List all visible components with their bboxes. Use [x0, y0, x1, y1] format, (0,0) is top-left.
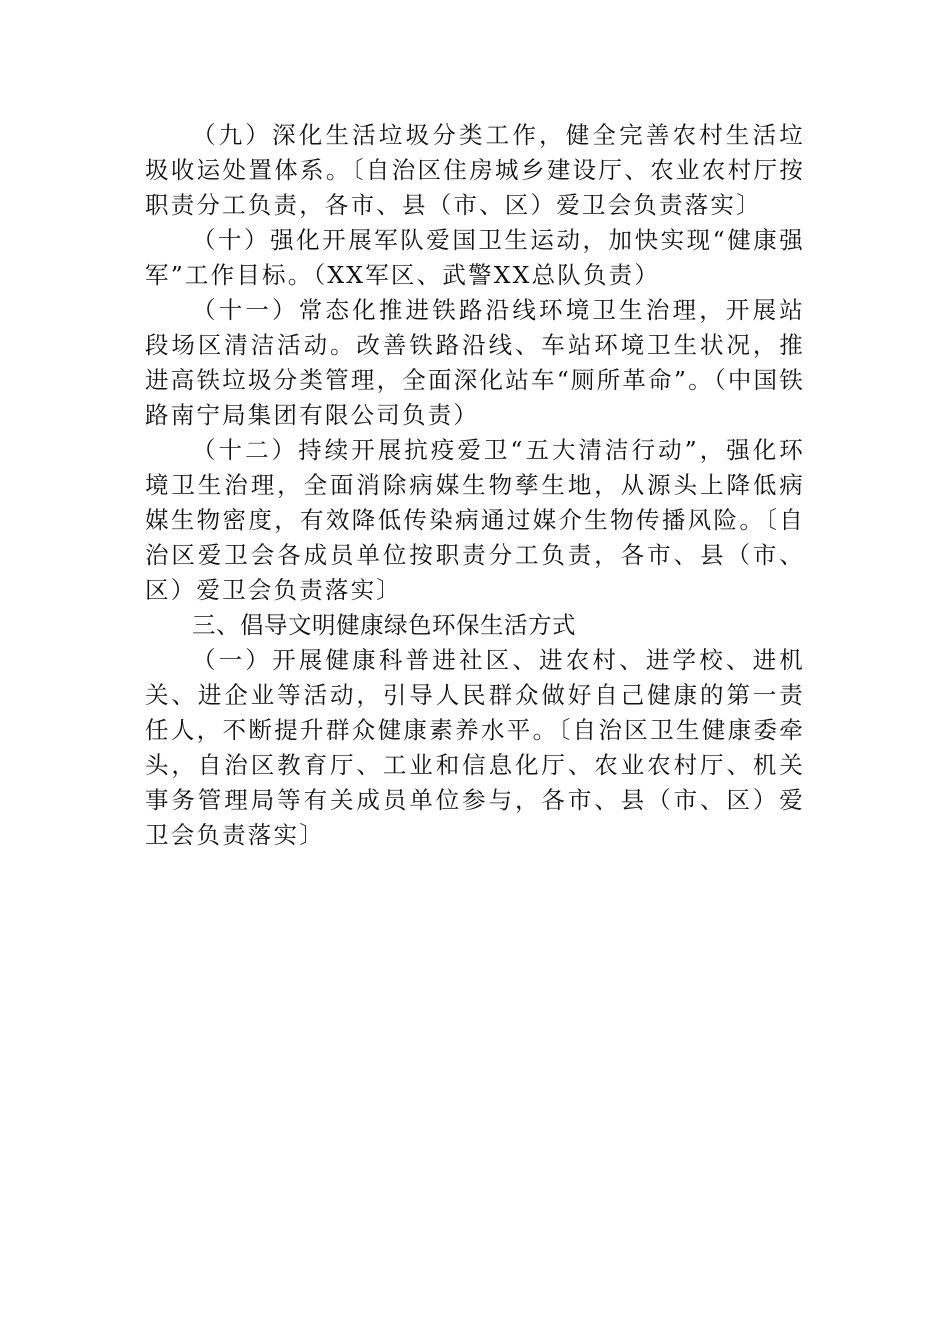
document-page — [145, 118, 805, 853]
section-heading: 三、倡导文明健康绿色环保生活方式 — [192, 611, 576, 639]
section-paragraph-1: （一）开展健康科普进社区、进农村、进学校、进机关、进企业等活动，引导人民群众做好自己健康的第一责任人，不断提升群众健康素养水平。〔自治区卫生健康委牵头，自治区教育厅、工业和信息化厅、农业农村厅、机关事务管理局等有关成员单位参与，各市、县（市、区）爱卫会负责落实〕 — [145, 646, 805, 849]
paragraph-item-12: （十二）持续开展抗疫爱卫“五大清洁行动”，强化环境卫生治理，全面消除病媒生物孳生地，从源头上降低病媒生物密度，有效降低传染病通过媒介生物传播风险。〔自治区爱卫会各成员单位按职责分工负责，各市、县（市、区）爱卫会负责落实〕 — [145, 436, 805, 604]
paragraph-item-11: （十一）常态化推进铁路沿线环境卫生治理，开展站段场区清洁活动。改善铁路沿线、车站环境卫生状况，推进高铁垃圾分类管理，全面深化站车“厕所革命”。（中国铁路南宁局集团有限公司负责） — [145, 296, 805, 429]
paragraph-item-10: （十）强化开展军队爱国卫生运动，加快实现“健康强军”工作目标。（XX军区、武警XX总队负责） — [145, 226, 805, 289]
paragraph-item-9: （九）深化生活垃圾分类工作，健全完善农村生活垃圾收运处置体系。〔自治区住房城乡建设厅、农业农村厅按职责分工负责，各市、县（市、区）爱卫会负责落实〕 — [145, 121, 805, 219]
